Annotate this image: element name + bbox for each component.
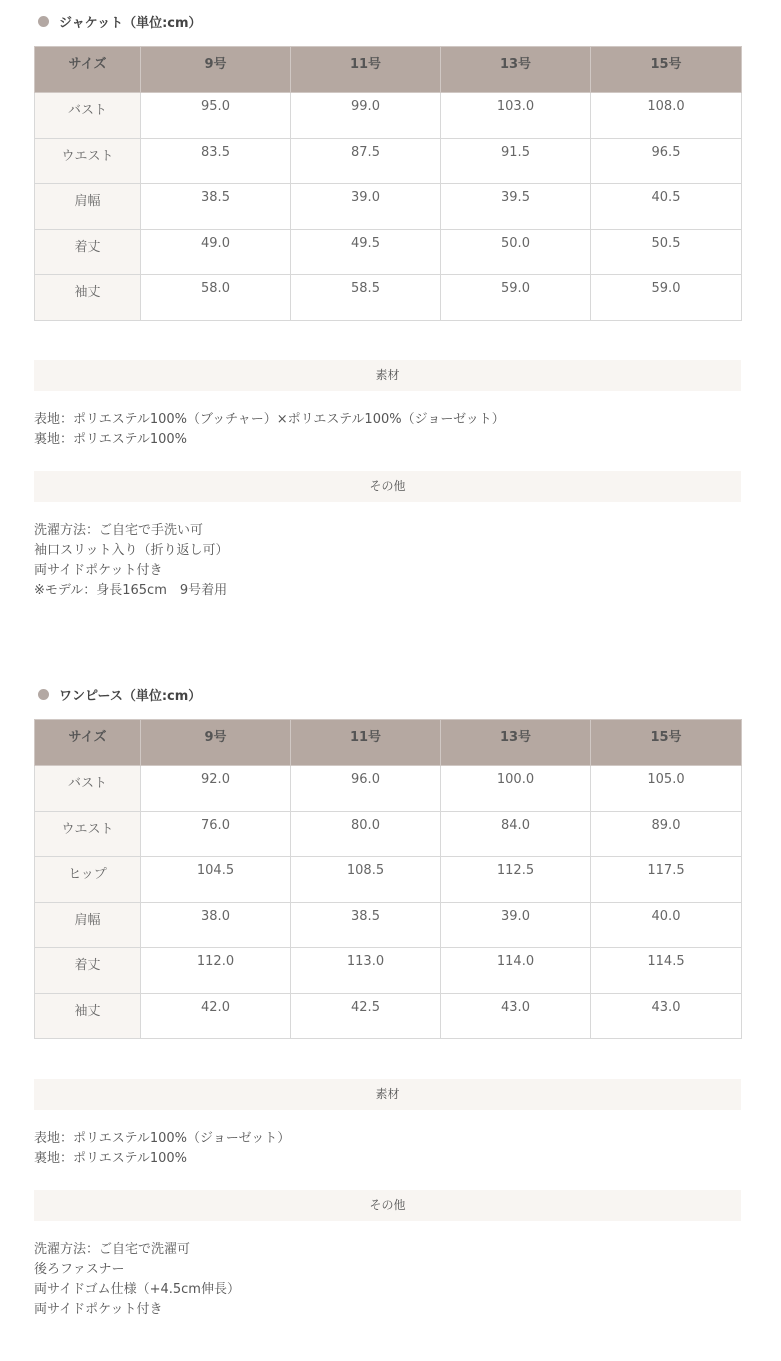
cell: 95.0 (141, 93, 291, 139)
row-label: 肩幅 (35, 184, 141, 230)
cell: 103.0 (441, 93, 591, 139)
cell: 114.0 (441, 948, 591, 994)
material-line: 表地：ポリエステル100%（ブッチャー）×ポリエステル100%（ジョーゼット） (34, 412, 505, 427)
material-line: 表地：ポリエステル100%（ジョーゼット） (34, 1131, 291, 1146)
jacket-other-text (34, 521, 228, 601)
other-line: 洗濯方法：ご自宅で手洗い可 (34, 523, 204, 538)
cell: 50.5 (591, 230, 742, 275)
other-line: ※モデル：身長165cm 9号着用 (34, 583, 228, 598)
table-row (35, 230, 742, 275)
cell: 50.0 (441, 230, 591, 275)
other-line: 後ろファスナー (34, 1262, 125, 1277)
table-row (35, 812, 742, 857)
cell: 49.5 (291, 230, 441, 275)
row-label: 袖丈 (35, 275, 141, 321)
jacket-material-title: 素材 (34, 360, 741, 391)
cell: 43.0 (591, 994, 742, 1039)
cell: 43.0 (441, 994, 591, 1039)
dress-size-table (34, 719, 742, 1039)
cell: 40.0 (591, 903, 742, 948)
cell: 108.0 (591, 93, 742, 139)
row-label: バスト (35, 766, 141, 812)
row-label: ウエスト (35, 812, 141, 857)
material-line: 裏地：ポリエステル100% (34, 1151, 187, 1166)
cell: 40.5 (591, 184, 742, 230)
jacket-other-title: その他 (34, 471, 741, 502)
other-line: 両サイドポケット付き (34, 1302, 163, 1317)
table-row (35, 184, 742, 230)
table-header-row (35, 47, 742, 93)
jacket-heading (38, 12, 202, 31)
dress-material-title: 素材 (34, 1079, 741, 1110)
cell: 92.0 (141, 766, 291, 812)
cell: 80.0 (291, 812, 441, 857)
row-label: ウエスト (35, 139, 141, 184)
cell: 104.5 (141, 857, 291, 903)
header-cell: 9号 (141, 47, 291, 93)
cell: 83.5 (141, 139, 291, 184)
cell: 96.5 (591, 139, 742, 184)
other-line: 袖口スリット入り（折り返し可） (34, 543, 229, 558)
cell: 112.5 (441, 857, 591, 903)
material-line: 裏地：ポリエステル100% (34, 432, 187, 447)
row-label: 肩幅 (35, 903, 141, 948)
header-cell: サイズ (35, 47, 141, 93)
row-label: 着丈 (35, 948, 141, 994)
cell: 113.0 (291, 948, 441, 994)
table-row (35, 948, 742, 994)
cell: 39.0 (441, 903, 591, 948)
header-cell: 13号 (441, 720, 591, 766)
other-line: 洗濯方法：ご自宅で洗濯可 (34, 1242, 191, 1257)
cell: 105.0 (591, 766, 742, 812)
cell: 84.0 (441, 812, 591, 857)
dress-other-text (34, 1240, 240, 1320)
cell: 59.0 (441, 275, 591, 321)
cell: 100.0 (441, 766, 591, 812)
other-line: 両サイドゴム仕様（+4.5cm伸長） (34, 1282, 240, 1297)
cell: 42.5 (291, 994, 441, 1039)
other-line: 両サイドポケット付き (34, 563, 163, 578)
row-label: ヒップ (35, 857, 141, 903)
cell: 59.0 (591, 275, 742, 321)
header-cell: 15号 (591, 47, 742, 93)
dress-material-text (34, 1129, 290, 1169)
jacket-heading-text: ジャケット（単位:cm） (59, 16, 202, 31)
dress-heading (38, 685, 201, 704)
dress-other-title: その他 (34, 1190, 741, 1221)
cell: 117.5 (591, 857, 742, 903)
table-row (35, 903, 742, 948)
header-cell: 13号 (441, 47, 591, 93)
cell: 89.0 (591, 812, 742, 857)
header-cell: 9号 (141, 720, 291, 766)
row-label: 袖丈 (35, 994, 141, 1039)
table-row (35, 139, 742, 184)
header-cell: 11号 (291, 47, 441, 93)
cell: 58.5 (291, 275, 441, 321)
bullet-icon (38, 689, 49, 700)
cell: 76.0 (141, 812, 291, 857)
bullet-icon (38, 16, 49, 27)
cell: 39.5 (441, 184, 591, 230)
dress-heading-text: ワンピース（単位:cm） (59, 689, 202, 704)
cell: 39.0 (291, 184, 441, 230)
cell: 42.0 (141, 994, 291, 1039)
cell: 91.5 (441, 139, 591, 184)
table-row (35, 93, 742, 139)
cell: 114.5 (591, 948, 742, 994)
header-cell: サイズ (35, 720, 141, 766)
cell: 58.0 (141, 275, 291, 321)
table-row (35, 275, 742, 321)
jacket-material-text (34, 410, 505, 450)
table-row (35, 994, 742, 1039)
jacket-size-table (34, 46, 742, 321)
cell: 38.5 (291, 903, 441, 948)
cell: 87.5 (291, 139, 441, 184)
cell: 38.5 (141, 184, 291, 230)
table-row (35, 766, 742, 812)
cell: 49.0 (141, 230, 291, 275)
row-label: 着丈 (35, 230, 141, 275)
cell: 99.0 (291, 93, 441, 139)
cell: 108.5 (291, 857, 441, 903)
cell: 112.0 (141, 948, 291, 994)
header-cell: 11号 (291, 720, 441, 766)
table-row (35, 857, 742, 903)
table-header-row (35, 720, 742, 766)
row-label: バスト (35, 93, 141, 139)
cell: 38.0 (141, 903, 291, 948)
cell: 96.0 (291, 766, 441, 812)
header-cell: 15号 (591, 720, 742, 766)
